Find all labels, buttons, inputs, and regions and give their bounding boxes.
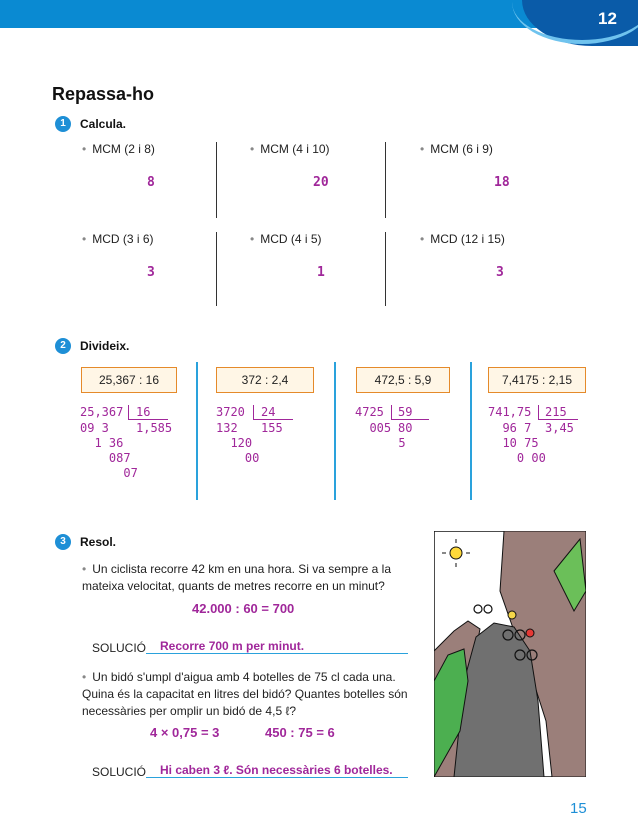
column-divider xyxy=(385,142,386,218)
item-mcm-2-8: • MCM (2 i 8) xyxy=(82,142,155,156)
page-title: Repassa-ho xyxy=(52,84,155,104)
remainder-1-line-1: 09 3 xyxy=(80,421,109,435)
quotient-3: 80 xyxy=(398,421,413,435)
problem-2-text: • Un bidó s'umpl d'aigua amb 4 botelles de 75 cl cada una. Quina és la capacitat en litres del bidó? Quantes botelles són necessàries per omplir un bidó de 4,5 ℓ? xyxy=(82,669,412,720)
item-mcm-6-9: • MCM (6 i 9) xyxy=(420,142,493,156)
remainder-4-line-2: 10 75 xyxy=(488,436,539,450)
remainder-2-line-2: 120 xyxy=(216,436,253,450)
dividend-1: 25,367 xyxy=(80,405,124,419)
solution-1-answer: Recorre 700 m per minut. xyxy=(160,639,305,653)
division-box-4: 7,4175 : 2,15 xyxy=(488,367,586,393)
divisor-4: 215 xyxy=(545,405,567,419)
division-bracket xyxy=(253,405,254,419)
divisor-3: 59 xyxy=(398,405,413,419)
column-divider xyxy=(385,232,386,306)
divisor-2: 24 xyxy=(261,405,276,419)
answer-mcm-6-9: 18 xyxy=(494,175,510,190)
remainder-1-line-4: 07 xyxy=(80,466,138,480)
quotient-1: 1,585 xyxy=(136,421,173,435)
section-1-badge: 1 xyxy=(55,116,71,132)
answer-mcd-4-5: 1 xyxy=(317,265,325,280)
page-number-bottom: 15 xyxy=(570,800,587,817)
remainder-3-line-2: 5 xyxy=(355,436,406,450)
solution-1-line xyxy=(146,653,408,654)
dividend-3: 4725 xyxy=(355,405,384,419)
column-divider xyxy=(470,362,472,500)
problem-2-equation-2: 450 : 75 = 6 xyxy=(265,725,335,740)
item-mcd-4-5: • MCD (4 i 5) xyxy=(250,232,322,246)
section-3-label: Resol. xyxy=(80,535,117,549)
divisor-1: 16 xyxy=(136,405,151,419)
solution-2-answer: Hi caben 3 ℓ. Són necessàries 6 botelles. xyxy=(160,763,393,777)
answer-mcd-3-6: 3 xyxy=(147,265,155,280)
page-number-top: 12 xyxy=(598,9,617,28)
division-bracket xyxy=(538,405,539,419)
section-2-badge: 2 xyxy=(55,338,71,354)
remainder-4-line-3: 0 00 xyxy=(488,451,546,465)
section-2-label: Divideix. xyxy=(80,339,130,353)
column-divider xyxy=(334,362,336,500)
item-mcd-12-15: • MCD (12 i 15) xyxy=(420,232,505,246)
remainder-1-line-2: 1 36 xyxy=(80,436,124,450)
quotient-4: 3,45 xyxy=(545,421,574,435)
division-box-3: 472,5 : 5,9 xyxy=(356,367,450,393)
item-mcm-4-10: • MCM (4 i 10) xyxy=(250,142,330,156)
answer-mcm-2-8: 8 xyxy=(147,175,155,190)
item-mcd-3-6: • MCD (3 i 6) xyxy=(82,232,154,246)
problem-1-equation: 42.000 : 60 = 700 xyxy=(192,601,295,616)
corner-tab xyxy=(522,0,638,46)
remainder-2-line-3: 00 xyxy=(216,451,260,465)
solution-2-line xyxy=(146,777,408,778)
dividend-4: 741,75 xyxy=(488,405,532,419)
remainder-4-line-1: 96 7 xyxy=(488,421,532,435)
column-divider xyxy=(216,142,217,218)
division-box-2: 372 : 2,4 xyxy=(216,367,314,393)
column-divider xyxy=(216,232,217,306)
division-box-1: 25,367 : 16 xyxy=(81,367,177,393)
quotient-2: 155 xyxy=(261,421,283,435)
column-divider xyxy=(196,362,198,500)
remainder-2-line-1: 132 xyxy=(216,421,238,435)
division-bracket xyxy=(391,405,392,419)
answer-mcd-12-15: 3 xyxy=(496,265,504,280)
remainder-1-line-3: 087 xyxy=(80,451,131,465)
remainder-3-line-1: 005 xyxy=(355,421,392,435)
section-1-label: Calcula. xyxy=(80,117,127,131)
solution-2-label: SOLUCIÓ xyxy=(92,765,147,779)
cyclist-illustration xyxy=(434,531,586,777)
division-bracket xyxy=(128,405,129,419)
problem-2-equation-1: 4 × 0,75 = 3 xyxy=(150,725,220,740)
problem-1-text: • Un ciclista recorre 42 km en una hora. Si va sempre a la mateixa velocitat, quants de metres recorre en un minut? xyxy=(82,561,412,595)
solution-1-label: SOLUCIÓ xyxy=(92,641,147,655)
dividend-2: 3720 xyxy=(216,405,245,419)
answer-mcm-4-10: 20 xyxy=(313,175,329,190)
section-3-badge: 3 xyxy=(55,534,71,550)
